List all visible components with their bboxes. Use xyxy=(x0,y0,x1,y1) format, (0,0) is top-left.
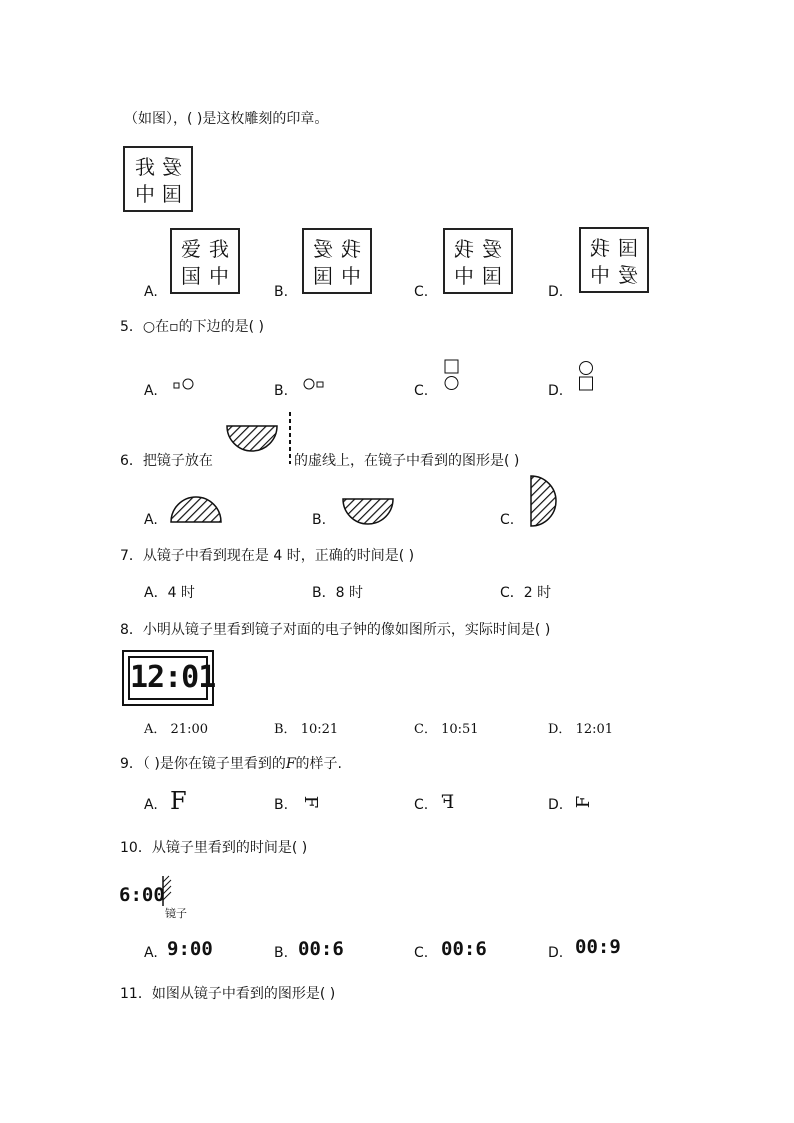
q4-option-c-figure[interactable] xyxy=(443,228,513,294)
stamp-char: 我 xyxy=(341,237,361,261)
option-value: 10:51 xyxy=(441,722,479,737)
q11-stem: 11．如图从镜子中看到的图形是( ) xyxy=(120,986,336,1002)
q5-option-c-label[interactable]: C. xyxy=(414,383,429,399)
q9-letter: F xyxy=(285,756,296,772)
q5-option-d-label[interactable]: D. xyxy=(548,383,564,399)
q4-option-b-figure[interactable] xyxy=(302,228,372,294)
circle xyxy=(304,379,314,389)
q10-option-b-label[interactable]: B. xyxy=(274,945,289,961)
q10-option-d-value[interactable]: 00:9 xyxy=(575,936,621,958)
q10-mirror-figure xyxy=(160,874,176,908)
q9-option-a-glyph[interactable]: F xyxy=(170,787,187,815)
option-label: D． xyxy=(548,722,572,737)
q7-option-a[interactable]: A．4 时 xyxy=(144,585,195,601)
q4-option-d-figure[interactable] xyxy=(579,227,649,293)
q4-option-a-figure[interactable] xyxy=(170,228,240,294)
half-disc-hatched xyxy=(227,426,277,451)
q10-option-a-label[interactable]: A. xyxy=(144,945,158,961)
q10-clock-digits: 6:00 xyxy=(119,884,165,906)
option-value: 21:00 xyxy=(170,722,208,737)
q9-stem-before: 9．（ )是你在镜子里看到的 xyxy=(120,756,286,772)
stamp-char: 爱 xyxy=(313,237,333,261)
q10-option-b-value[interactable]: 00:6 xyxy=(298,938,344,960)
q9-stem xyxy=(120,753,342,773)
stamp-char: 中 xyxy=(209,264,229,288)
q10-option-a-value[interactable]: 9:00 xyxy=(167,938,213,960)
q9-option-d-label[interactable]: D. xyxy=(548,797,564,813)
stamp-char: 国 xyxy=(313,264,333,288)
stamp-char: 爱 xyxy=(618,263,638,287)
q4-option-d-label[interactable]: D. xyxy=(548,284,564,300)
half-disc-hatched xyxy=(343,499,393,524)
stamp-char: 中 xyxy=(135,182,155,206)
q4-option-c-label[interactable]: C. xyxy=(414,284,429,300)
small-square xyxy=(317,382,323,387)
q10-mirror-label: 镜子 xyxy=(165,907,187,920)
option-value: 10:21 xyxy=(300,722,339,737)
q4-option-b-label[interactable]: B. xyxy=(274,284,289,300)
q10-option-d-label[interactable]: D. xyxy=(548,945,564,961)
small-square xyxy=(174,383,179,388)
q10-stem: 10．从镜子里看到的时间是( ) xyxy=(120,840,308,856)
q8-clock-digits: 12:01 xyxy=(130,660,216,695)
option-value: 12:01 xyxy=(575,722,614,737)
half-disc-hatched xyxy=(531,476,556,526)
q7-stem: 7．从镜子中看到现在是 4 时，正确的时间是( ) xyxy=(120,548,415,564)
q6-option-c-figure[interactable] xyxy=(528,473,558,529)
q8-option-d[interactable] xyxy=(548,718,613,737)
q6-stem-before: 6．把镜子放在 xyxy=(120,453,213,469)
q9-option-b-label[interactable]: B. xyxy=(274,797,289,813)
stamp-char: 我 xyxy=(454,237,474,261)
half-disc-hatched xyxy=(171,497,221,522)
stamp-char: 中 xyxy=(454,264,474,288)
q6-stem-after: 的虚线上，在镜子中看到的图形是( ) xyxy=(294,453,520,469)
stamp-char: 我 xyxy=(135,155,155,179)
q8-option-b[interactable] xyxy=(274,718,338,737)
stamp-char: 我 xyxy=(209,237,229,261)
q5-option-a-label[interactable]: A. xyxy=(144,383,158,399)
stamp-char: 中 xyxy=(341,264,361,288)
q5-option-c-figure[interactable] xyxy=(441,358,463,392)
q4-option-a-label[interactable]: A. xyxy=(144,284,158,300)
q4-stem: （如图），( )是这枚雕刻的印章。 xyxy=(124,111,329,127)
q9-option-d-glyph[interactable]: F xyxy=(573,795,594,809)
mirror-hatch xyxy=(163,876,169,882)
q8-option-a[interactable] xyxy=(144,718,208,737)
stamp-char: 爱 xyxy=(162,155,182,179)
q9-option-c-glyph[interactable]: F xyxy=(441,791,455,813)
q5-option-a-figure[interactable] xyxy=(168,376,196,392)
option-label: B． xyxy=(274,722,297,737)
q8-stem: 8．小明从镜子里看到镜子对面的电子钟的像如图所示，实际时间是( ) xyxy=(120,622,551,638)
q9-option-b-glyph[interactable]: F xyxy=(300,795,321,809)
q8-option-c[interactable] xyxy=(414,718,479,737)
q5-stem: 5．○在▫的下边的是( ) xyxy=(120,319,264,335)
q10-option-c-value[interactable]: 00:6 xyxy=(441,938,487,960)
q6-option-a-label[interactable]: A. xyxy=(144,512,158,528)
q7-option-b[interactable]: B．8 时 xyxy=(312,585,363,601)
stamp-char: 国 xyxy=(618,236,638,260)
q9-option-c-label[interactable]: C. xyxy=(414,797,429,813)
circle xyxy=(580,362,593,375)
q5-option-b-figure[interactable] xyxy=(300,376,328,392)
stamp-char: 爱 xyxy=(482,237,502,261)
circle xyxy=(183,379,193,389)
q8-clock-frame xyxy=(122,650,214,706)
stamp-char: 爱 xyxy=(181,237,201,261)
q5-option-b-label[interactable]: B. xyxy=(274,383,289,399)
q6-stem-figure xyxy=(222,410,302,466)
stamp-char: 国 xyxy=(181,264,201,288)
q9-stem-after: 的样子. xyxy=(295,756,342,772)
circle xyxy=(445,377,458,390)
q5-option-d-figure[interactable] xyxy=(576,360,598,394)
q7-option-c[interactable]: C．2 时 xyxy=(500,585,552,601)
option-label: A． xyxy=(144,722,167,737)
stamp-char: 国 xyxy=(482,264,502,288)
q6-option-b-figure[interactable] xyxy=(340,496,396,526)
stamp-char: 中 xyxy=(590,263,610,287)
q4-stamp-figure xyxy=(123,146,193,212)
q8-clock-display xyxy=(128,656,216,700)
stamp-char: 国 xyxy=(162,182,182,206)
q10-option-c-label[interactable]: C. xyxy=(414,945,429,961)
stamp-char: 我 xyxy=(590,236,610,260)
square xyxy=(580,377,593,390)
square xyxy=(445,360,458,373)
q9-option-a-label[interactable]: A. xyxy=(144,797,158,813)
q6-option-a-figure[interactable] xyxy=(168,496,224,524)
q6-option-c-label[interactable]: C. xyxy=(500,512,515,528)
option-label: C． xyxy=(414,722,437,737)
q6-option-b-label[interactable]: B. xyxy=(312,512,327,528)
